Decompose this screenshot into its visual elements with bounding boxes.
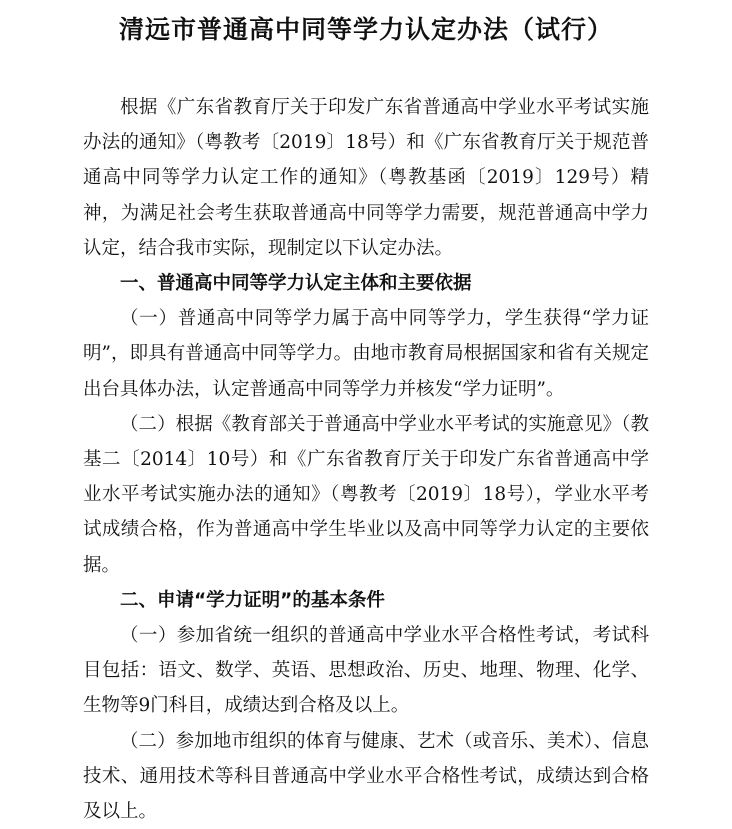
document-body	[83, 90, 649, 829]
section-heading-1: 一、普通高中同等学力认定主体和主要依据	[120, 273, 472, 295]
section-heading-2: 二、申请“学力证明”的基本条件	[120, 589, 385, 611]
intro-paragraph: 根据《广东省教育厅关于印发广东省普通高中学业水平考试实施办法的通知》（粤教考〔2019〕18号）和《广东省教育厅关于规范普通高中同等学力认定工作的通知》（粤教基函〔2019〕129号）精神，为满足社会考生获取普通高中同等学力需要，规范普通高中学力认定，结合我市实际，现制定以下认定办法。	[83, 97, 649, 259]
section-2-paragraph-1: （一）参加省统一组织的普通高中学业水平合格性考试，考试科目包括：语文、数学、英语、思想政治、历史、地理、物理、化学、生物等9门科目，成绩达到合格及以上。	[83, 625, 649, 717]
document-title: 清远市普通高中同等学力认定办法（试行）	[118, 15, 613, 44]
section-1-paragraph-1: （一）普通高中同等学力属于高中同等学力，学生获得“学力证明”，即具有普通高中同等学力。由地市教育局根据国家和省有关规定出台具体办法，认定普通高中同等学力并核发“学力证明”。	[83, 308, 649, 400]
section-2-paragraph-2: （二）参加地市组织的体育与健康、艺术（或音乐、美术）、信息技术、通用技术等科目普通高中学业水平合格性考试，成绩达到合格及以上。	[83, 730, 649, 823]
section-1-paragraph-2: （二）根据《教育部关于普通高中学业水平考试的实施意见》（教基二〔2014〕10号）和《广东省教育厅关于印发广东省普通高中学业水平考试实施办法的通知》（粤教考〔2019〕18号），学业水平考试成绩合格，作为普通高中学生毕业以及高中同等学力认定的主要依据。	[83, 413, 649, 576]
